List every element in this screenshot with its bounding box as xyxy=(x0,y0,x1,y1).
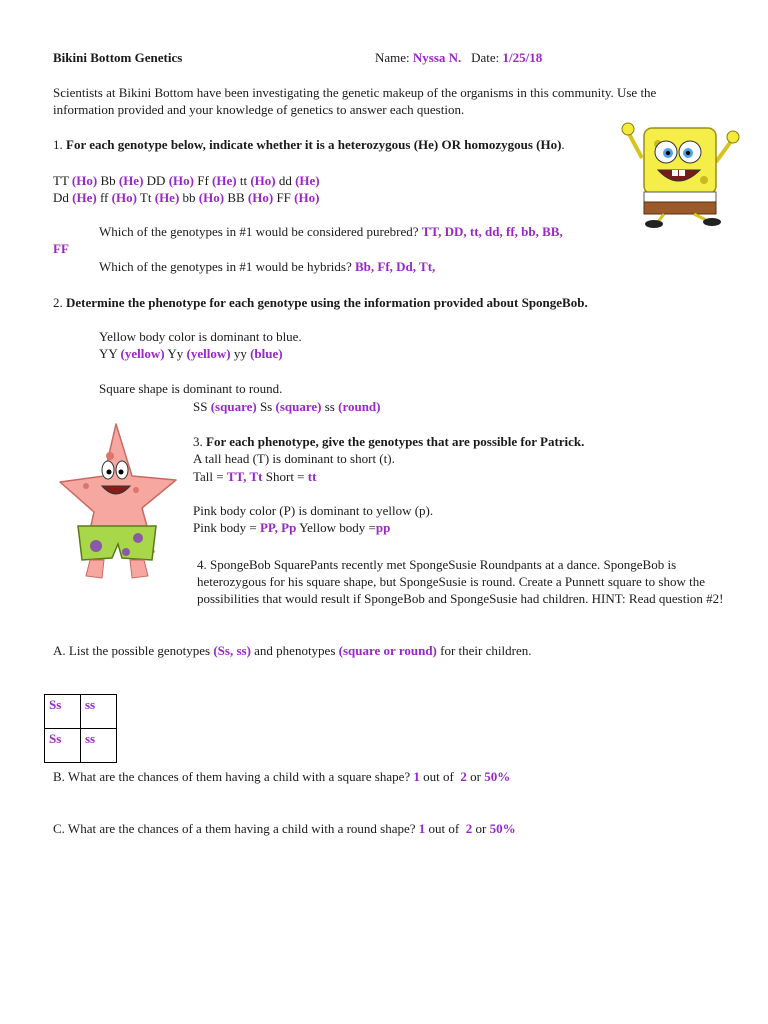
genotype: FF xyxy=(276,190,291,205)
question-b-numerator: 1 xyxy=(413,769,420,784)
spongebob-illustration xyxy=(618,118,742,230)
genotype-answer: (Ho) xyxy=(247,190,274,205)
genotype-answer: (He) xyxy=(72,190,97,205)
q3-prompt xyxy=(193,434,584,450)
genotype: tt xyxy=(239,173,248,188)
q1-prompt xyxy=(53,137,565,153)
genotype-answer: (Ho) xyxy=(294,190,320,205)
genotype-answer: (Ho) xyxy=(111,190,137,205)
genotype-answer: (He) xyxy=(118,173,144,188)
phenotypes-answer: (square or round) xyxy=(338,643,437,658)
question-c-numerator: 1 xyxy=(418,821,426,836)
genotype: DD xyxy=(146,173,166,188)
q2-prompt-text: Determine the phenotype for each genotype using the information provided about SpongeBob. xyxy=(66,295,588,310)
question-a-end: for their children. xyxy=(440,643,532,658)
short-answer: tt xyxy=(307,469,317,484)
genotype: TT xyxy=(53,173,69,188)
or-label: or xyxy=(470,769,481,784)
q4-paragraph: 4. SpongeBob SquarePants recently met SpongeSusie Roundpants at a dance. SpongeBob is heterozygous for his square shape, but SpongeSusie is round. Create a Punnett square to show the possibilities that would result if SpongeBob and SpongeSusie had children. HINT: Read question #2! xyxy=(197,557,724,606)
q2-prompt xyxy=(53,295,588,311)
q2-number: 2. xyxy=(53,295,63,310)
q1-genotype-row-1 xyxy=(53,173,320,189)
question-b xyxy=(53,769,510,785)
genotype-answer: (Ho) xyxy=(71,173,98,188)
purebred-answer-continued: FF xyxy=(53,241,69,256)
patrick-illustration xyxy=(56,420,180,584)
punnett-row xyxy=(45,695,117,729)
question-c-denominator: 2 xyxy=(465,821,473,836)
punnett-cell: Ss xyxy=(45,729,81,763)
q1-number: 1. xyxy=(53,137,63,152)
genotype: SS xyxy=(193,399,208,414)
genotype-answer: (Ho) xyxy=(198,190,225,205)
name-line xyxy=(375,50,542,66)
genotype-answer: (He) xyxy=(212,173,237,188)
out-of-label: out of xyxy=(428,821,460,836)
hybrid-question-text: Which of the genotypes in #1 would be hybrids? xyxy=(99,259,352,274)
punnett-square xyxy=(44,694,117,763)
genotype: Ss xyxy=(259,399,273,414)
question-a-text: A. List the possible genotypes xyxy=(53,643,211,658)
punnett-row xyxy=(45,729,117,763)
height-rule: A tall head (T) is dominant to short (t). xyxy=(193,451,395,466)
genotype: YY xyxy=(99,346,118,361)
genotype: Dd xyxy=(53,190,69,205)
genotype: Bb xyxy=(100,173,116,188)
q3-number: 3. xyxy=(193,434,203,449)
shape-answers xyxy=(193,399,381,415)
short-label: Short = xyxy=(265,469,305,484)
intro-paragraph: Scientists at Bikini Bottom have been investigating the genetic makeup of the organisms in this community. Use the information provided and your knowledge of genetics to answer each question. xyxy=(53,85,657,117)
worksheet-title: Bikini Bottom Genetics xyxy=(53,50,183,65)
tall-answer: TT, Tt xyxy=(226,469,263,484)
purebred-answer: TT, DD, tt, dd, ff, bb, BB, xyxy=(421,224,563,239)
phenotype-answer: (square) xyxy=(210,399,257,414)
question-b-denominator: 2 xyxy=(460,769,467,784)
pink-answer: PP, Pp xyxy=(259,520,297,535)
purebred-question xyxy=(99,224,563,240)
genotype: yy xyxy=(233,346,247,361)
q1-genotype-row-2 xyxy=(53,190,319,206)
genotype-answer: (Ho) xyxy=(168,173,194,188)
phenotype-answer: (yellow) xyxy=(120,346,165,361)
body-color-rule: Yellow body color is dominant to blue. xyxy=(99,329,302,344)
question-b-percent: 50% xyxy=(484,769,511,784)
q1-prompt-text: For each genotype below, indicate whether it is a heterozygous (He) OR homozygous (Ho) xyxy=(66,137,562,152)
genotype: Ff xyxy=(197,173,209,188)
punnett-cell: ss xyxy=(81,695,117,729)
question-a-mid: and phenotypes xyxy=(254,643,336,658)
phenotype-answer: (square) xyxy=(275,399,322,414)
genotype: Yy xyxy=(167,346,184,361)
body-color-answers-patrick xyxy=(193,520,390,536)
q3-prompt-text: For each phenotype, give the genotypes that are possible for Patrick. xyxy=(206,434,585,449)
genotype: bb xyxy=(182,190,196,205)
genotype-answer: (Ho) xyxy=(250,173,276,188)
genotypes-answer: (Ss, ss) xyxy=(213,643,251,658)
genotype-answer: (He) xyxy=(154,190,180,205)
genotype: Tt xyxy=(139,190,152,205)
genotype: dd xyxy=(278,173,292,188)
or-label: or xyxy=(475,821,487,836)
body-color-rule-patrick: Pink body color (P) is dominant to yellow (p). xyxy=(193,503,434,518)
genotype: BB xyxy=(227,190,245,205)
tall-label: Tall = xyxy=(193,469,224,484)
yellow-label: Yellow body = xyxy=(299,520,376,535)
genotype: ff xyxy=(99,190,109,205)
out-of-label: out of xyxy=(423,769,454,784)
name-label: Name: xyxy=(375,50,410,65)
genotype-answer: (He) xyxy=(295,173,320,188)
phenotype-answer: (yellow) xyxy=(186,346,231,361)
question-c-percent: 50% xyxy=(489,821,516,836)
height-answers xyxy=(193,469,316,485)
genotype: ss xyxy=(324,399,335,414)
student-name: Nyssa N. xyxy=(412,50,462,65)
q1-period: . xyxy=(561,137,565,152)
purebred-question-text: Which of the genotypes in #1 would be considered purebred? xyxy=(99,224,419,239)
date-value: 1/25/18 xyxy=(502,50,543,65)
date-label: Date: xyxy=(471,50,500,65)
body-color-answers xyxy=(99,346,283,362)
shape-rule: Square shape is dominant to round. xyxy=(99,381,283,396)
hybrid-answer: Bb, Ff, Dd, Tt, xyxy=(354,259,436,274)
question-c xyxy=(53,821,516,837)
punnett-cell: Ss xyxy=(45,695,81,729)
phenotype-answer: (round) xyxy=(338,399,381,414)
pink-label: Pink body = xyxy=(193,520,257,535)
question-b-text: B. What are the chances of them having a child with a square shape? xyxy=(53,769,411,784)
question-c-text: C. What are the chances of a them having a child with a round shape? xyxy=(53,821,416,836)
punnett-cell: ss xyxy=(81,729,117,763)
yellow-answer: pp xyxy=(375,520,391,535)
phenotype-answer: (blue) xyxy=(250,346,283,361)
question-a xyxy=(53,643,531,659)
hybrid-question xyxy=(99,259,435,275)
